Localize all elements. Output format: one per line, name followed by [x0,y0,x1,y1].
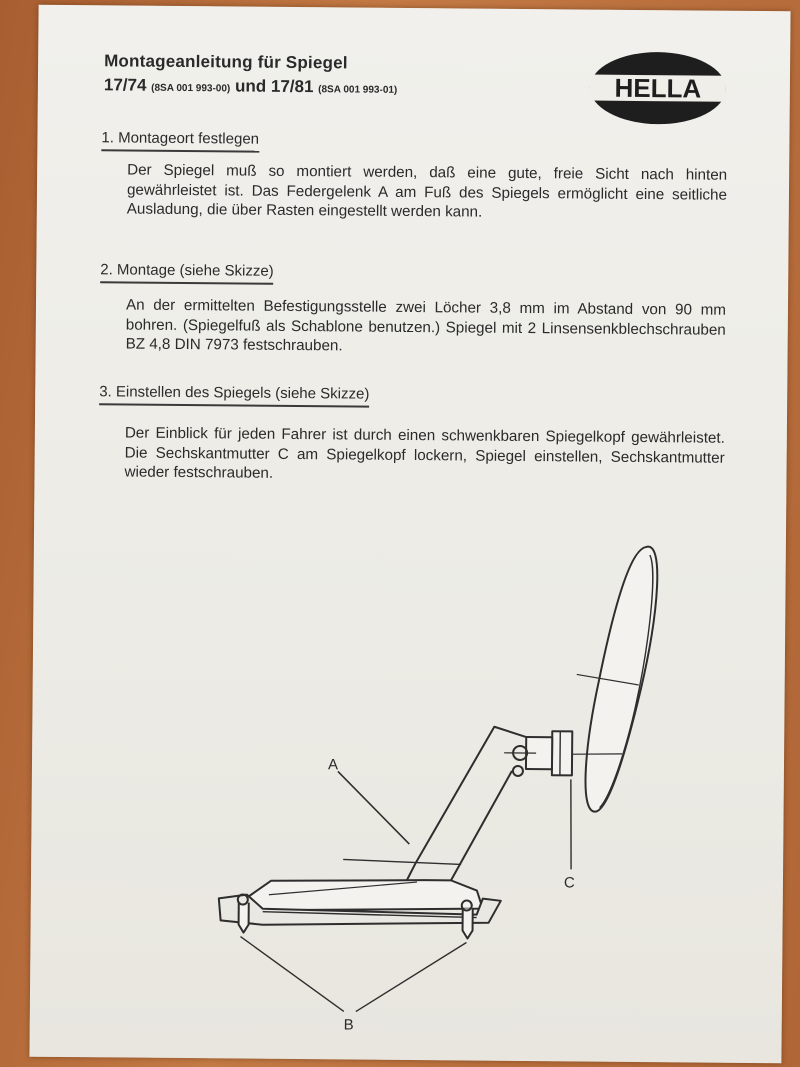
section-2-body: An der ermittelten Befestigungsstelle zwei Löcher 3,8 mm im Abstand von 90 mm bohren. (Spiegelfuß als Schablone benutzen.) Spiegel mit 2 Linsensenkblechschrauben BZ 4,8 DIN 7973 festschrauben. [125,296,727,355]
label-c: C [563,874,575,892]
instruction-card [29,5,790,1064]
section-1-body: Der Spiegel muß so montiert werden, daß eine gute, freie Sicht nach hinten gewährleistet ist. Das Federgelenk A am Fuß des Spiegels ermöglicht eine seitliche Ausladung, die über Rasten eingestellt werden kann. [126,161,728,221]
label-a: A [327,756,339,774]
section-1-heading: 1. Montageort festlegen [101,129,259,152]
section-3-body: Der Einblick für jeden Fahrer ist durch einen schwenkbaren Spiegelkopf gewährleistet. Die Sechskantmutter C am Spiegelkopf lockern, Spiegel einstellen, Sechskantmutter wieder festschrauben. [124,424,725,482]
section-3-heading: 3. Einstellen des Spiegels (siehe Skizze) [99,383,369,407]
document-title: Montageanleitung für Spiegel [104,51,348,73]
mirror-arm [343,725,526,885]
mirror-head [559,546,657,870]
model-number-1: 17/74 [103,75,147,95]
mirror-base [218,878,500,938]
model-code-2: (8SA 001 993-01) [318,84,398,96]
label-b: B [343,1016,354,1034]
mirror-hinge [504,731,572,777]
model-connector: und 17/81 [234,76,314,97]
section-2-heading: 2. Montage (siehe Skizze) [100,261,274,285]
model-code-1: (8SA 001 993-00) [151,82,231,95]
model-line [104,75,398,98]
hella-logo [588,50,729,127]
logo-text: HELLA [614,72,702,104]
